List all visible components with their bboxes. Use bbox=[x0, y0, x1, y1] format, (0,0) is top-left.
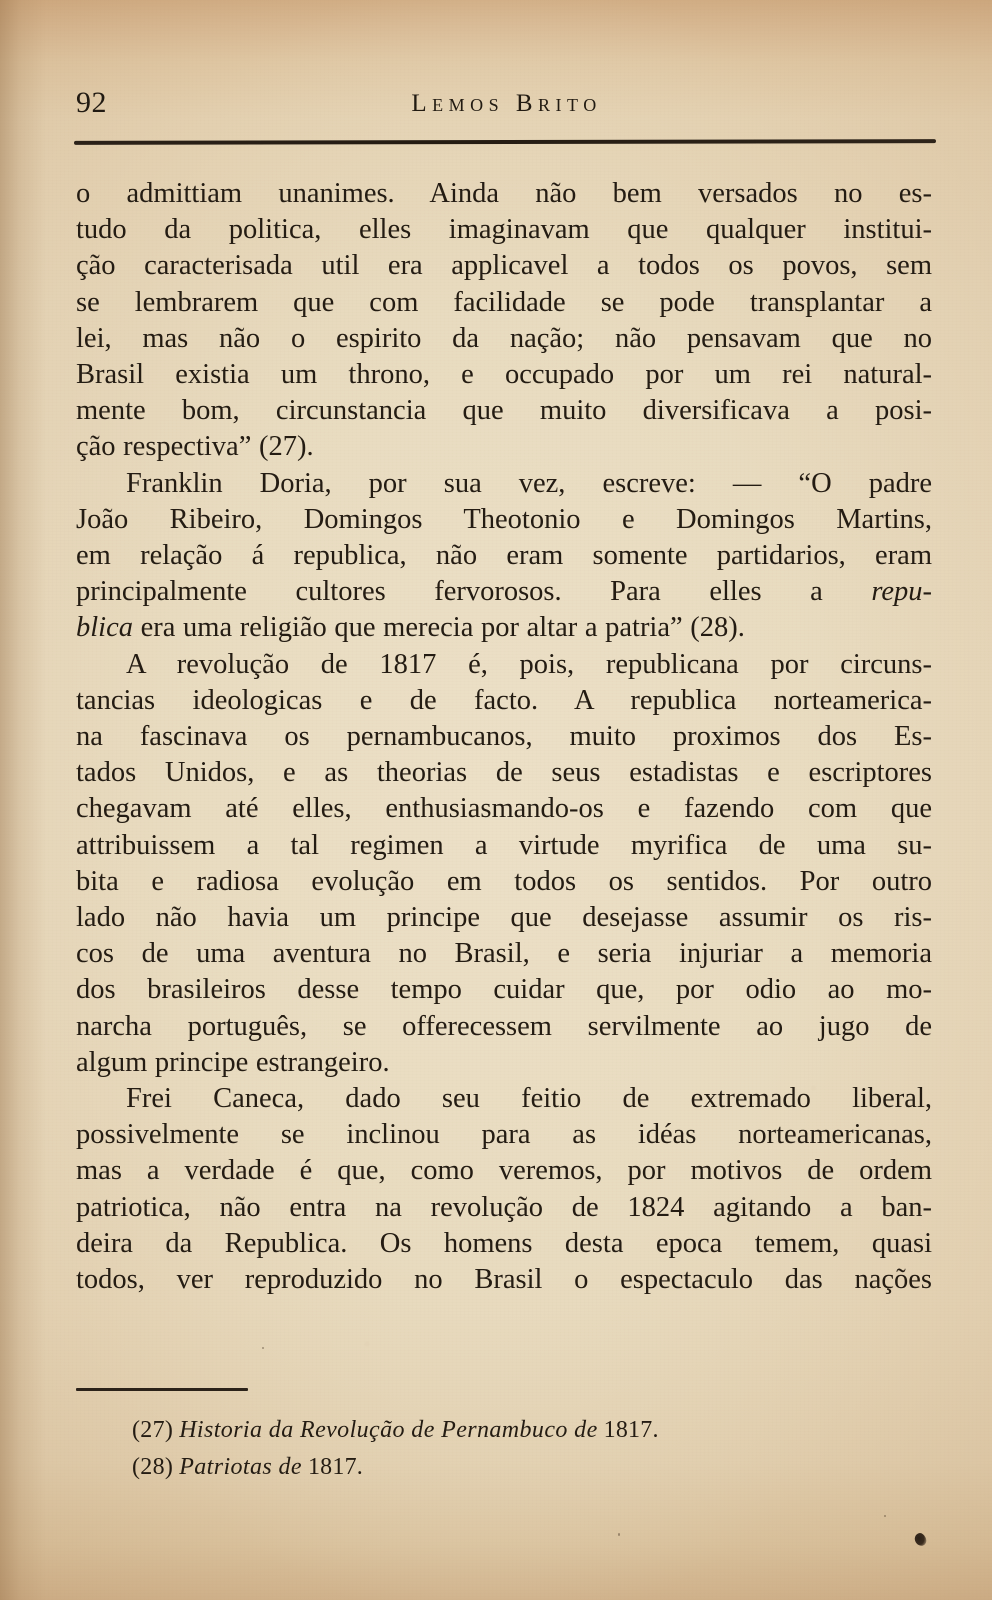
text-line: algum principe estrangeiro. bbox=[76, 1046, 390, 1078]
text-line: attribuissem a tal regimen a virtude myrifica de uma su- bbox=[76, 829, 932, 861]
text-line: chegavam até elles, enthusiasmando-os e fazendo com que bbox=[76, 793, 932, 825]
text-line: bita e radiosa evolução em todos os sentidos. Por outro bbox=[76, 865, 932, 897]
footnote-year: 1817. bbox=[603, 1417, 659, 1443]
text-line-with-italic: principalmente cultores fervorosos. Para elles a repu- bbox=[76, 576, 932, 608]
footnote-number: (28) bbox=[132, 1454, 174, 1480]
text-line: todos, ver reproduzido no Brasil o espectaculo das nações bbox=[76, 1264, 932, 1296]
footnote-item bbox=[76, 1449, 932, 1486]
page-content bbox=[76, 0, 932, 1600]
text-line: A revolução de 1817 é, pois, republicana por circuns- bbox=[126, 648, 932, 680]
text-line: tudo da politica, elles imaginavam que qualquer institui- bbox=[76, 214, 932, 246]
paragraph-1 bbox=[76, 176, 932, 466]
footnote-title: Patriotas de bbox=[179, 1454, 302, 1480]
paragraph-3 bbox=[76, 647, 932, 1081]
text-line: lei, mas não o espirito da nação; não pensavam que no bbox=[76, 322, 932, 354]
text-line: tancias ideologicas e de facto. A republica norteamerica- bbox=[76, 684, 932, 716]
text-line-with-italic: blica era uma religião que merecia por altar a patria” (28). bbox=[76, 612, 745, 644]
footnote-title: Historia da Revolução de Pernambuco de bbox=[179, 1417, 598, 1443]
text-line: em relação á republica, não eram somente partidarios, eram bbox=[76, 540, 932, 572]
footnote-year: 1817. bbox=[307, 1454, 363, 1480]
paragraph-4 bbox=[76, 1081, 932, 1298]
running-head bbox=[76, 86, 932, 120]
footnotes bbox=[76, 1412, 932, 1486]
text-line: narcha português, se offerecessem servilmente ao jugo de bbox=[76, 1010, 932, 1042]
text-line: cos de uma aventura no Brasil, e seria injuriar a memoria bbox=[76, 938, 932, 970]
paper-speck bbox=[262, 1347, 264, 1349]
text-line: na fascinava os pernambucanos, muito proximos dos Es- bbox=[76, 721, 932, 753]
text-line: tados Unidos, e as theorias de seus estadistas e escriptores bbox=[76, 757, 932, 789]
text-line: Brasil existia um throno, e occupado por um rei natural- bbox=[76, 359, 932, 391]
footnote-item bbox=[76, 1412, 932, 1449]
text-line: Frei Caneca, dado seu feitio de extremado liberal, bbox=[126, 1083, 932, 1115]
text-line: o admittiam unanimes. Ainda não bem versados no es- bbox=[76, 178, 932, 209]
header-rule bbox=[74, 139, 936, 145]
text-line: ção caracterisada util era applicavel a todos os povos, sem bbox=[76, 250, 932, 282]
body-text bbox=[76, 176, 932, 1298]
text-line: dos brasileiros desse tempo cuidar que, por odio ao mo- bbox=[76, 974, 932, 1006]
text-line: possivelmente se inclinou para as idéas norteamericanas, bbox=[76, 1119, 932, 1151]
text-line: se lembrarem que com facilidade se pode transplantar a bbox=[76, 286, 932, 318]
text-line: mente bom, circunstancia que muito diversificava a posi- bbox=[76, 395, 932, 427]
paper-speck bbox=[884, 1515, 886, 1517]
footnote-number: (27) bbox=[132, 1417, 174, 1443]
page-number: 92 bbox=[76, 86, 107, 119]
paragraph-2 bbox=[76, 466, 932, 647]
paper-speck bbox=[618, 1533, 620, 1536]
text-line: patriotica, não entra na revolução de 1824 agitando a ban- bbox=[76, 1191, 932, 1223]
text-line: João Ribeiro, Domingos Theotonio e Domingos Martins, bbox=[76, 503, 932, 535]
text-line: ção respectiva” (27). bbox=[76, 431, 314, 463]
footnote-separator-rule bbox=[76, 1388, 248, 1391]
text-line: lado não havia um principe que desejasse assumir os ris- bbox=[76, 902, 932, 934]
text-line: mas a verdade é que, como veremos, por motivos de ordem bbox=[76, 1155, 932, 1187]
text-line: Franklin Doria, por sua vez, escreve: — “O padre bbox=[126, 467, 932, 499]
book-title-running-head: Lemos Brito bbox=[411, 90, 602, 117]
text-line: deira da Republica. Os homens desta epoca temem, quasi bbox=[76, 1227, 932, 1259]
